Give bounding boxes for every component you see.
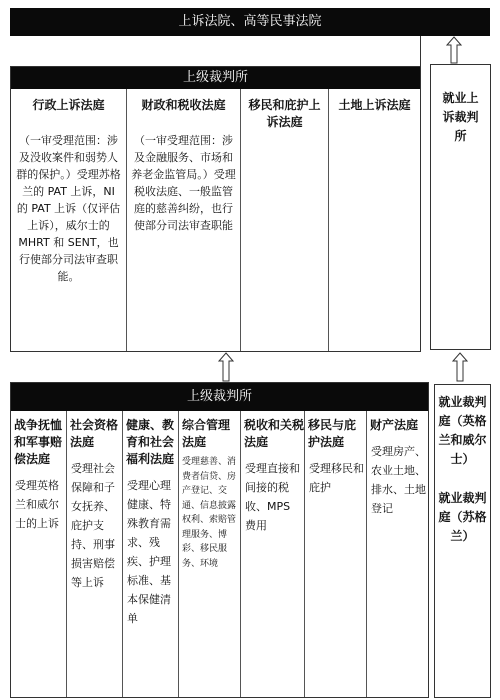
chamber-name: 土地上诉法庭 (338, 98, 411, 112)
chamber-social-entitlement (67, 411, 123, 697)
chamber-immigration-asylum (305, 411, 367, 697)
chamber-description: 受理英格兰和威尔士的上诉 (15, 479, 59, 530)
chamber-health-education-social-care (123, 411, 179, 697)
first-tier-title: 上级裁判所 (186, 389, 252, 404)
chamber-name: 财政和税收法庭 (141, 98, 226, 112)
arrow-up-icon (218, 352, 234, 382)
employment-tribunals-box (434, 384, 491, 698)
upper-tribunal-title: 上级裁判所 (182, 70, 248, 85)
chamber-name: 移民和庇护上诉法庭 (248, 98, 321, 129)
upper-tribunal-box (10, 66, 421, 352)
chamber-name: 移民与庇护法庭 (308, 418, 357, 449)
employment-appeal-tribunal-box (430, 64, 491, 350)
chamber-description: 受理房产、农业土地、排水、土地登记 (371, 445, 426, 515)
chamber-name: 财产法庭 (370, 418, 419, 432)
chamber-description: 受理移民和庇护 (309, 462, 364, 494)
chamber-administrative-appeals (11, 89, 127, 351)
chamber-description: 受理直接和间接的税收、MPS 费用 (245, 462, 300, 532)
upper-tribunal-title-bar (11, 67, 420, 89)
chamber-description: （一审受理范围：涉及没收案件和弱势人群的保护。）受理苏格兰的 PAT 上诉，NI 的 PAT 上诉（仅评估上诉），威尔士的 MHRT 和 SENT，也行使部分司法审查职能。 (16, 134, 121, 283)
chamber-name: 综合管理法庭 (182, 418, 231, 449)
first-tier-tribunal-box (10, 382, 429, 698)
chamber-description: 受理心理健康、特殊教育需求、残疾、护理标准、基本保健清单 (127, 479, 171, 625)
first-tier-title-bar (11, 383, 428, 411)
chamber-description: 受理社会保障和子女抚养、庇护支持、刑事损害赔偿等上诉 (71, 462, 115, 589)
chamber-war-pensions (11, 411, 67, 697)
chamber-general-regulatory (179, 411, 241, 697)
chamber-name: 健康、教育和社会福利法庭 (126, 418, 175, 466)
chamber-tax (241, 411, 305, 697)
top-court-bar (10, 8, 490, 36)
chamber-name: 社会资格法庭 (70, 418, 119, 449)
chamber-immigration-asylum-appeals (241, 89, 329, 351)
arrow-up-icon (446, 36, 462, 64)
chamber-lands-appeals (329, 89, 420, 351)
connector-line-upper (420, 36, 421, 66)
chamber-description: 受理慈善、消费者信贷、房产登记、交通、信息披露权利、索赔管理服务、博彩、移民服务、环境 (182, 457, 237, 569)
employment-tribunal-england-wales: 就业裁判庭（英格兰和威尔士） (438, 395, 487, 466)
chamber-name: 战争抚恤和军事赔偿法庭 (14, 418, 63, 466)
arrow-up-icon (452, 352, 468, 382)
top-court-label: 上诉法院、高等民事法院 (178, 14, 322, 29)
chamber-description: （一审受理范围：涉及金融服务、市场和养老金监管局。）受理税收法庭、一般监管庭的慈善纠纷，也行使部分司法审查职能 (131, 134, 236, 232)
chamber-tax-and-finance (127, 89, 241, 351)
employment-tribunal-scotland: 就业裁判庭（苏格兰） (438, 491, 487, 543)
chamber-name: 行政上诉法庭 (32, 98, 105, 112)
employment-appeal-label: 就业上诉裁判所 (442, 91, 479, 143)
chamber-property (367, 411, 428, 697)
chamber-name: 税收和关税法庭 (244, 418, 305, 449)
